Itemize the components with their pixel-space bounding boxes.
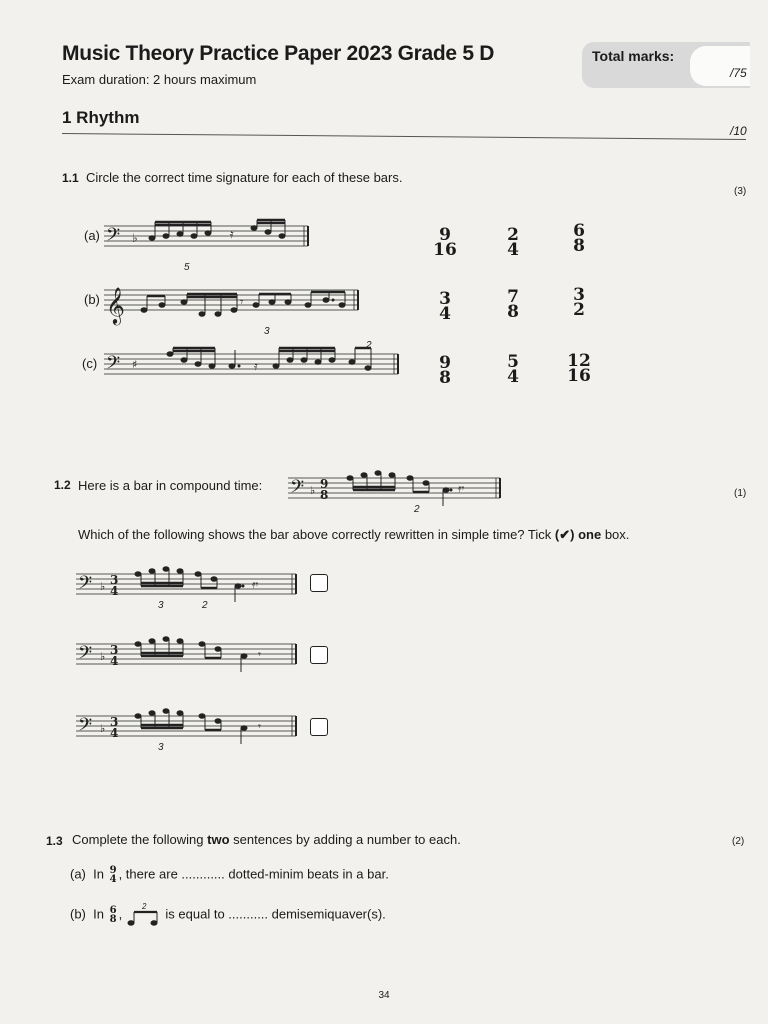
svg-text:𝄢: 𝄢: [106, 225, 121, 250]
svg-text:♭: ♭: [100, 650, 106, 663]
timesig-option[interactable]: 3 2: [573, 285, 585, 320]
section-title: 1 Rhythm: [62, 108, 140, 127]
tuplet-number: 3: [158, 742, 164, 753]
svg-text:9: 9: [320, 477, 329, 491]
option-3-checkbox[interactable]: [310, 718, 328, 736]
tuplet-number: 2: [141, 902, 147, 911]
svg-text:𝄾: 𝄾: [258, 649, 261, 661]
timesig-option[interactable]: 12 16: [567, 351, 591, 386]
svg-text:𝄿𝄾: 𝄿𝄾: [458, 483, 465, 495]
question-marks: (1): [734, 488, 747, 499]
svg-text:𝄢: 𝄢: [78, 715, 93, 740]
timesig-option[interactable]: 7 8: [507, 287, 519, 322]
svg-text:♭: ♭: [132, 231, 138, 245]
tuplet-number: 2: [414, 504, 420, 515]
exam-duration: Exam duration: 2 hours maximum: [62, 72, 257, 87]
timesig-option[interactable]: 3 4: [439, 289, 451, 324]
question-number: 1.3: [46, 834, 63, 848]
svg-text:𝄿: 𝄿: [230, 227, 234, 241]
bar-c-label: (c): [82, 356, 98, 371]
svg-text:𝄾: 𝄾: [240, 295, 244, 309]
tuplet-number: 3: [158, 600, 164, 611]
svg-text:3: 3: [110, 715, 119, 729]
compound-bar-staff: [288, 466, 508, 518]
bar-b-staff: [104, 280, 364, 340]
svg-text:3: 3: [110, 573, 119, 587]
svg-text:𝄾: 𝄾: [258, 721, 261, 733]
inline-timesig: 9 4: [109, 865, 117, 885]
svg-text:𝄞: 𝄞: [106, 286, 125, 324]
page-title: Music Theory Practice Paper 2023 Grade 5 D: [62, 42, 495, 65]
timesig-option[interactable]: 9 8: [439, 353, 451, 388]
svg-text:♯: ♯: [132, 358, 138, 371]
option-1-staff: [76, 562, 300, 614]
svg-text:3: 3: [110, 643, 119, 657]
question-marks: (2): [732, 836, 745, 847]
total-marks-label: Total marks:: [592, 48, 675, 64]
svg-text:4: 4: [110, 726, 119, 740]
bar-a-staff: [104, 218, 314, 278]
sentence-a: (a) In 9 4 , there are ............ dotted-minim beats in a bar.: [70, 865, 389, 885]
svg-text:𝄿: 𝄿: [254, 359, 258, 373]
svg-text:♭: ♭: [100, 722, 106, 735]
bar-a-label: (a): [84, 228, 100, 243]
option-3-staff: [76, 704, 300, 756]
tuplet-number: 2: [202, 600, 208, 611]
tuplet-number: 3: [264, 326, 270, 337]
svg-text:𝄢: 𝄢: [290, 477, 305, 502]
bar-b-label: (b): [84, 292, 100, 307]
svg-text:4: 4: [110, 584, 119, 598]
question-text: Circle the correct time signature for each of these bars.: [86, 170, 403, 185]
question-marks: (3): [734, 186, 747, 197]
svg-text:𝄢: 𝄢: [106, 353, 121, 378]
option-2-checkbox[interactable]: [310, 646, 328, 664]
question-instruction: Which of the following shows the bar above correctly rewritten in simple time? Tick (✔) one box.: [78, 527, 630, 542]
tuplet-number: 5: [184, 262, 190, 273]
section-marks: /10: [730, 124, 747, 138]
svg-text:4: 4: [110, 654, 119, 668]
option-1-checkbox[interactable]: [310, 574, 328, 592]
svg-text:𝄿𝄾: 𝄿𝄾: [252, 579, 259, 591]
inline-timesig: 6 8: [109, 905, 117, 925]
option-2-staff: [76, 632, 300, 684]
question-text: Here is a bar in compound time:: [78, 478, 263, 493]
timesig-option[interactable]: 5 4: [507, 352, 519, 387]
question-number: 1.1: [62, 171, 79, 185]
svg-text:𝄢: 𝄢: [78, 643, 93, 668]
question-number: 1.2: [54, 478, 71, 492]
svg-text:♭: ♭: [100, 580, 106, 593]
page-number: 34: [378, 990, 390, 1001]
svg-text:♭: ♭: [310, 484, 316, 497]
timesig-option[interactable]: 6 8: [573, 221, 585, 256]
timesig-option[interactable]: 2 4: [507, 225, 519, 260]
question-text: Complete the following two sentences by adding a number to each.: [72, 832, 461, 847]
bar-c-staff: [104, 338, 404, 398]
timesig-option[interactable]: 9 16: [433, 225, 457, 260]
section-divider: [62, 133, 746, 140]
sentence-b: (b) In 6 8 , 2 is equal to ........... demisemiquaver(s).: [70, 902, 386, 928]
duplet-quavers-icon: [126, 902, 162, 928]
tuplet-number: 2: [366, 340, 372, 351]
total-marks-out-of: /75: [730, 66, 747, 80]
svg-text:8: 8: [320, 488, 329, 502]
svg-text:𝄢: 𝄢: [78, 573, 93, 598]
